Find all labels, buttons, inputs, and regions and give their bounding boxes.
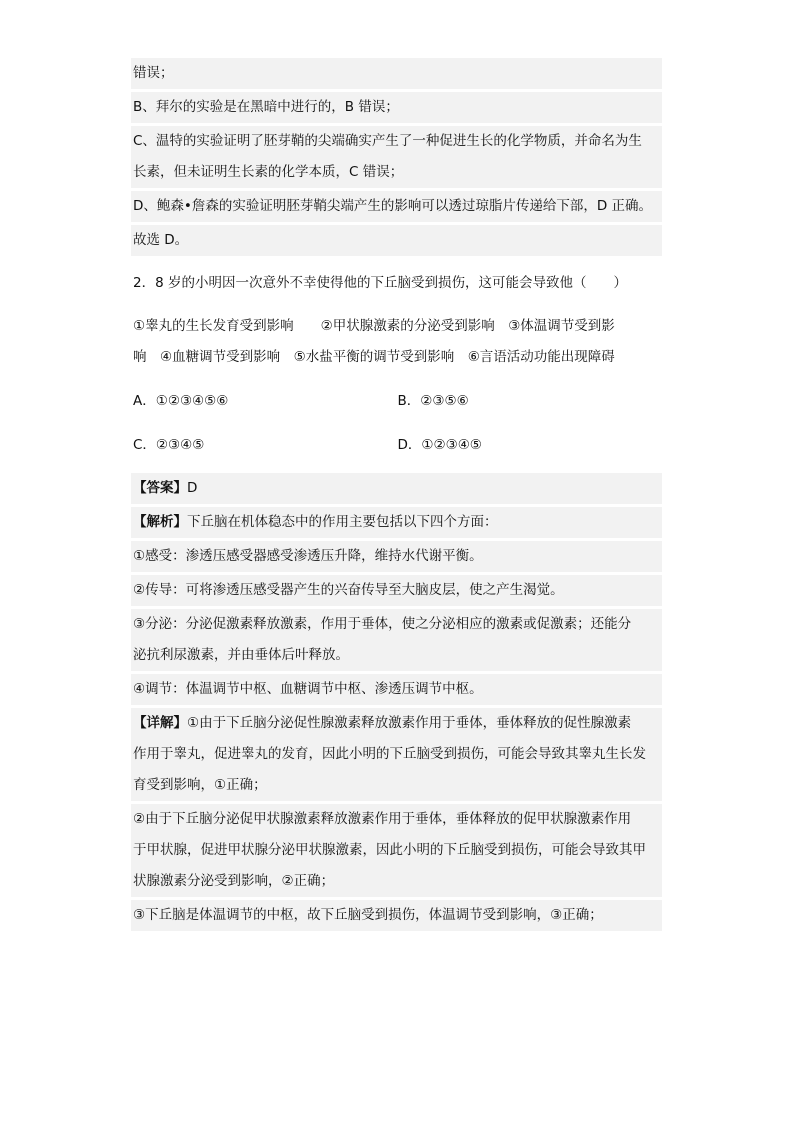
question-items-line: ①睾丸的生长发育受到影响 ②甲状腺激素的分泌受到影响 ③体温调节受到影 [133, 318, 615, 334]
answer-value: D [187, 480, 198, 496]
option-a[interactable]: A．①②③④⑤⑥ [133, 393, 229, 409]
question-stem-text: 2．8 岁的小明因一次意外不幸使得他的下丘脑受到损伤，这可能会导致他（ ） [133, 275, 627, 291]
analysis-point-3 [131, 609, 662, 671]
prev-explanation-text: 故选 D。 [133, 232, 189, 248]
analysis-point-text: ④调节：体温调节中枢、血糖调节中枢、渗透压调节中枢。 [133, 681, 483, 697]
answer-block [131, 473, 662, 504]
detail-text: 于甲状腺，促进甲状腺分泌甲状腺激素，因此小明的下丘脑受到损伤，可能会导致其甲 [133, 842, 646, 858]
analysis-point-text: ①感受：渗透压感受器感受渗透压升降，维持水代谢平衡。 [133, 548, 483, 564]
question-items-line: 响 ④血糖调节受到影响 ⑤水盐平衡的调节受到影响 ⑥言语活动功能出现障碍 [133, 349, 615, 365]
prev-explanation-text: 长素，但未证明生长素的化学本质，C 错误； [133, 164, 404, 180]
prev-explanation-text: C、温特的实验证明了胚芽鞘的尖端确实产生了一种促进生长的化学物质，并命名为生 [133, 133, 642, 149]
question-items [131, 311, 662, 373]
question-stem [131, 268, 662, 299]
analysis-point-text: ③分泌：分泌促激素释放激素，作用于垂体，使之分泌相应的激素或促激素；还能分 [133, 616, 632, 632]
analysis-point-2 [131, 575, 662, 606]
options-row-1 [131, 386, 662, 417]
prev-explanation-text: 错误； [133, 65, 174, 81]
analysis-point-text: 泌抗利尿激素，并由垂体后叶释放。 [133, 647, 349, 663]
detail-para-1 [131, 708, 662, 801]
option-b[interactable]: B．②③⑤⑥ [397, 393, 469, 409]
detail-para-3 [131, 900, 662, 931]
analysis-point-1 [131, 541, 662, 572]
prev-explanation-para-c [131, 126, 662, 188]
document-page [131, 58, 662, 931]
detail-text: ②由于下丘脑分泌促甲状腺激素释放激素作用于垂体，垂体释放的促甲状腺激素作用 [133, 811, 632, 827]
prev-explanation-line-2 [131, 92, 662, 123]
prev-explanation-line-d [131, 191, 662, 222]
detail-text: 状腺激素分泌受到影响，②正确； [133, 873, 335, 889]
options-row-2 [131, 430, 662, 461]
analysis-point-text: ②传导：可将渗透压感受器产生的兴奋传导至大脑皮层，使之产生渴觉。 [133, 582, 564, 598]
prev-explanation-line-1 [131, 58, 662, 89]
analysis-intro [131, 507, 662, 538]
analysis-point-4 [131, 674, 662, 705]
prev-explanation-conclusion [131, 225, 662, 256]
detail-text: ③下丘脑是体温调节的中枢，故下丘脑受到损伤，体温调节受到影响，③正确； [133, 907, 603, 923]
option-c[interactable]: C．②③④⑤ [133, 437, 205, 453]
detail-para-2 [131, 804, 662, 897]
analysis-tag: 【解析】 [133, 514, 187, 530]
detail-text: ①由于下丘脑分泌促性腺激素释放激素作用于垂体，垂体释放的促性腺激素 [187, 715, 632, 731]
option-d[interactable]: D．①②③④⑤ [397, 437, 482, 453]
prev-explanation-text: D、鲍森•詹森的实验证明胚芽鞘尖端产生的影响可以透过琼脂片传递给下部，D 正确。 [133, 198, 653, 214]
detail-tag: 【详解】 [133, 715, 187, 731]
detail-text: 作用于睾丸，促进睾丸的发育，因此小明的下丘脑受到损伤，可能会导致其睾丸生长发 [133, 746, 646, 762]
detail-text: 育受到影响，①正确； [133, 777, 267, 793]
analysis-intro-text: 下丘脑在机体稳态中的作用主要包括以下四个方面： [187, 514, 498, 530]
answer-tag: 【答案】 [133, 480, 187, 496]
prev-explanation-text: B、拜尔的实验是在黑暗中进行的，B 错误； [133, 99, 399, 115]
